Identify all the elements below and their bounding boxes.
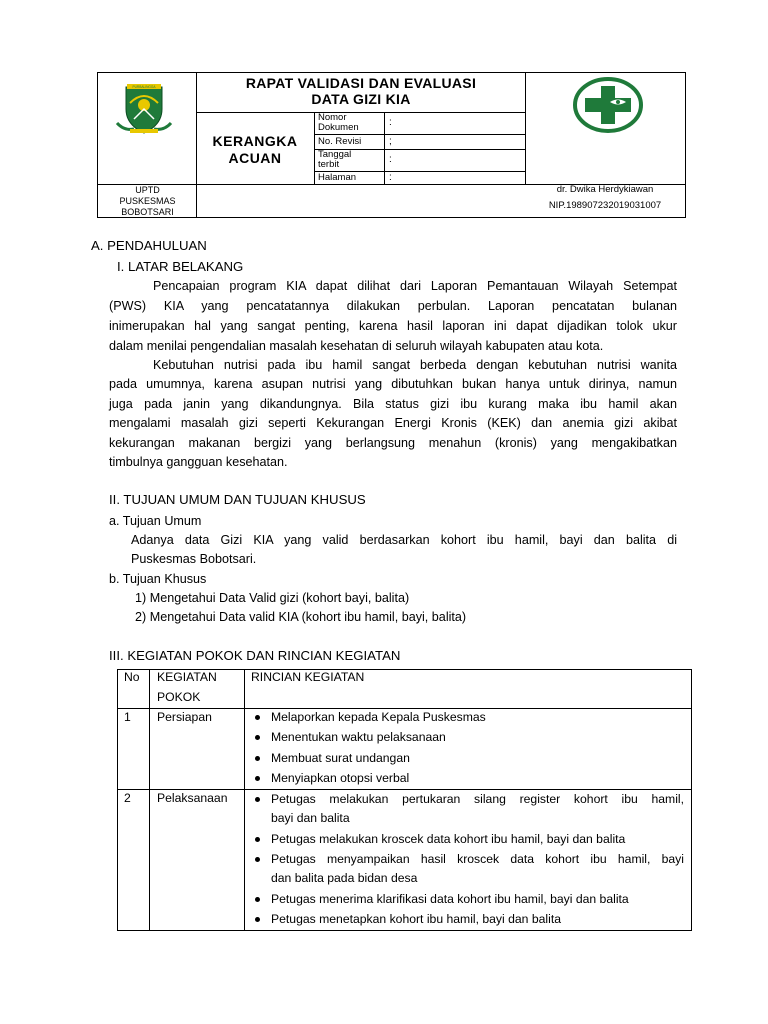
bullet-icon — [255, 735, 260, 740]
paragraph-line: (PWS) KIA yang pencatatannya dilakukan perbulan. Laporan pencatatan bulanan — [109, 299, 677, 313]
table-rincian-item: Petugas melakukan pertukaran silang register kohort ibu hamil, — [271, 792, 684, 806]
meta-value-revisi: ; — [389, 136, 392, 147]
paragraph-line: Kebutuhan nutrisi pada ibu hamil sangat berbeda dengan kebutuhan nutrisi wanita — [153, 358, 677, 372]
paragraph-line: inimerupakan hal yang sangat penting, karena hasil laporan ini dapat dijadikan tolok ukur — [109, 319, 677, 333]
logo-text: PURBALINGGA — [132, 85, 156, 89]
table-cell-no: 2 — [124, 791, 131, 805]
bullet-icon — [255, 857, 260, 862]
section-heading-pendahuluan: A. PENDAHULUAN — [91, 238, 207, 253]
paragraph-line: dalam menilai pengendalian masalah kesehatan di seluruh wilayah kabupaten atau kota. — [109, 339, 604, 353]
document-type — [197, 133, 313, 167]
table-rincian-item: Petugas menyampaikan hasil kroscek data kohort ibu hamil, bayi — [271, 852, 684, 866]
paragraph-line: Pencapaian program KIA dapat dilihat dari Laporan Pemantauan Wilayah Setempat — [153, 279, 677, 293]
meta-label-revisi: No. Revisi — [318, 136, 362, 147]
puskesmas-cross-icon — [572, 77, 644, 133]
subsection-heading-latar-belakang: I. LATAR BELAKANG — [117, 259, 244, 274]
table-header-rincian: RINCIAN KEGIATAN — [251, 670, 365, 684]
table-rincian-item: Membuat surat undangan — [271, 751, 410, 765]
tujuan-umum-label: a. Tujuan Umum — [109, 514, 202, 528]
table-border — [117, 930, 692, 931]
meta-value-halaman: : — [389, 172, 392, 183]
table-cell-pokok: Persiapan — [157, 710, 212, 724]
table-rincian-item: Menyiapkan otopsi verbal — [271, 771, 410, 785]
header-divider — [196, 112, 526, 113]
doc-type-line-1: KERANGKA — [212, 133, 298, 149]
tujuan-umum-text: Puskesmas Bobotsari. — [131, 552, 257, 566]
title-line-2: DATA GIZI KIA — [311, 91, 411, 107]
tujuan-umum-text: Adanya data Gizi KIA yang valid berdasarkan kohort ibu hamil, bayi dan balita di — [131, 533, 677, 547]
bullet-icon — [255, 837, 260, 842]
table-cell-no: 1 — [124, 710, 131, 724]
bullet-icon — [255, 715, 260, 720]
table-border — [691, 669, 692, 931]
paragraph-line: mengalami masalah gizi seperti Kekurangan Energi Kronis (KEK) dan anemia gizi akibat — [109, 416, 677, 430]
organization-name: UPTD PUSKESMAS BOBOTSARI — [119, 185, 176, 217]
paragraph-line: juga pada janin yang dikandungnya. Bila status gizi ibu kurang maka ibu hamil akan — [109, 397, 677, 411]
subsection-heading-kegiatan: III. KEGIATAN POKOK DAN RINCIAN KEGIATAN — [109, 648, 401, 663]
paragraph-line: timbulnya gangguan kesehatan. — [109, 455, 288, 469]
table-rincian-item: Menentukan waktu pelaksanaan — [271, 730, 446, 744]
signer-name: dr. Dwika Herdykiawan — [556, 184, 654, 195]
bullet-icon — [255, 897, 260, 902]
table-header-no: No — [124, 670, 140, 684]
signer-nip: NIP.198907232019031007 — [548, 200, 662, 211]
header-divider — [525, 72, 526, 185]
table-rincian-item: Petugas menetapkan kohort ibu hamil, bayi dan balita — [271, 912, 561, 926]
meta-label-halaman: Halaman — [318, 172, 357, 183]
tujuan-khusus-label: b. Tujuan Khusus — [109, 572, 207, 586]
paragraph-line: pada umumnya, karena asupan nutrisi yang dibutuhkan bukan hanya untuk dirinya, namun — [109, 377, 677, 391]
paragraph-line: kekurangan makanan bergizi yang berlangsung menahun (kronis) yang mengakibatkan — [109, 436, 677, 450]
purbalingga-emblem-icon — [114, 79, 174, 139]
table-rincian-item: Petugas menerima klarifikasi data kohort ibu hamil, bayi dan balita — [271, 892, 629, 906]
header-divider — [314, 134, 526, 135]
table-rincian-item-cont: dan balita pada bidan desa — [271, 871, 418, 885]
document-title — [197, 75, 525, 107]
bullet-icon — [255, 917, 260, 922]
table-rincian-item-cont: bayi dan balita — [271, 811, 350, 825]
header-border-right — [685, 72, 686, 218]
meta-value-nomor: : — [389, 117, 392, 128]
bullet-icon — [255, 797, 260, 802]
tujuan-khusus-item: 1) Mengetahui Data Valid gizi (kohort bayi, balita) — [135, 591, 410, 605]
title-line-1: RAPAT VALIDASI DAN EVALUASI — [245, 75, 477, 91]
meta-value-tanggal: : — [389, 154, 392, 165]
table-rincian-item: Petugas melakukan kroscek data kohort ibu hamil, bayi dan balita — [271, 832, 626, 846]
table-header-kegiatan-pokok: KEGIATAN POKOK — [157, 670, 217, 704]
bullet-icon — [255, 776, 260, 781]
header-border-top — [97, 72, 686, 73]
table-rincian-item: Melaporkan kepada Kepala Puskesmas — [271, 710, 486, 724]
meta-label-tanggal: Tanggal terbit — [318, 149, 352, 170]
bullet-icon — [255, 756, 260, 761]
table-border — [117, 669, 118, 931]
table-border — [244, 669, 245, 931]
header-border-left — [97, 72, 98, 218]
table-cell-pokok: Pelaksanaan — [157, 791, 228, 805]
subsection-heading-tujuan: II. TUJUAN UMUM DAN TUJUAN KHUSUS — [109, 492, 366, 507]
meta-label-nomor: Nomor Dokumen — [318, 112, 359, 133]
table-border — [149, 669, 150, 931]
tujuan-khusus-item: 2) Mengetahui Data valid KIA (kohort ibu hamil, bayi, balita) — [135, 610, 467, 624]
doc-type-line-2: ACUAN — [228, 150, 282, 166]
